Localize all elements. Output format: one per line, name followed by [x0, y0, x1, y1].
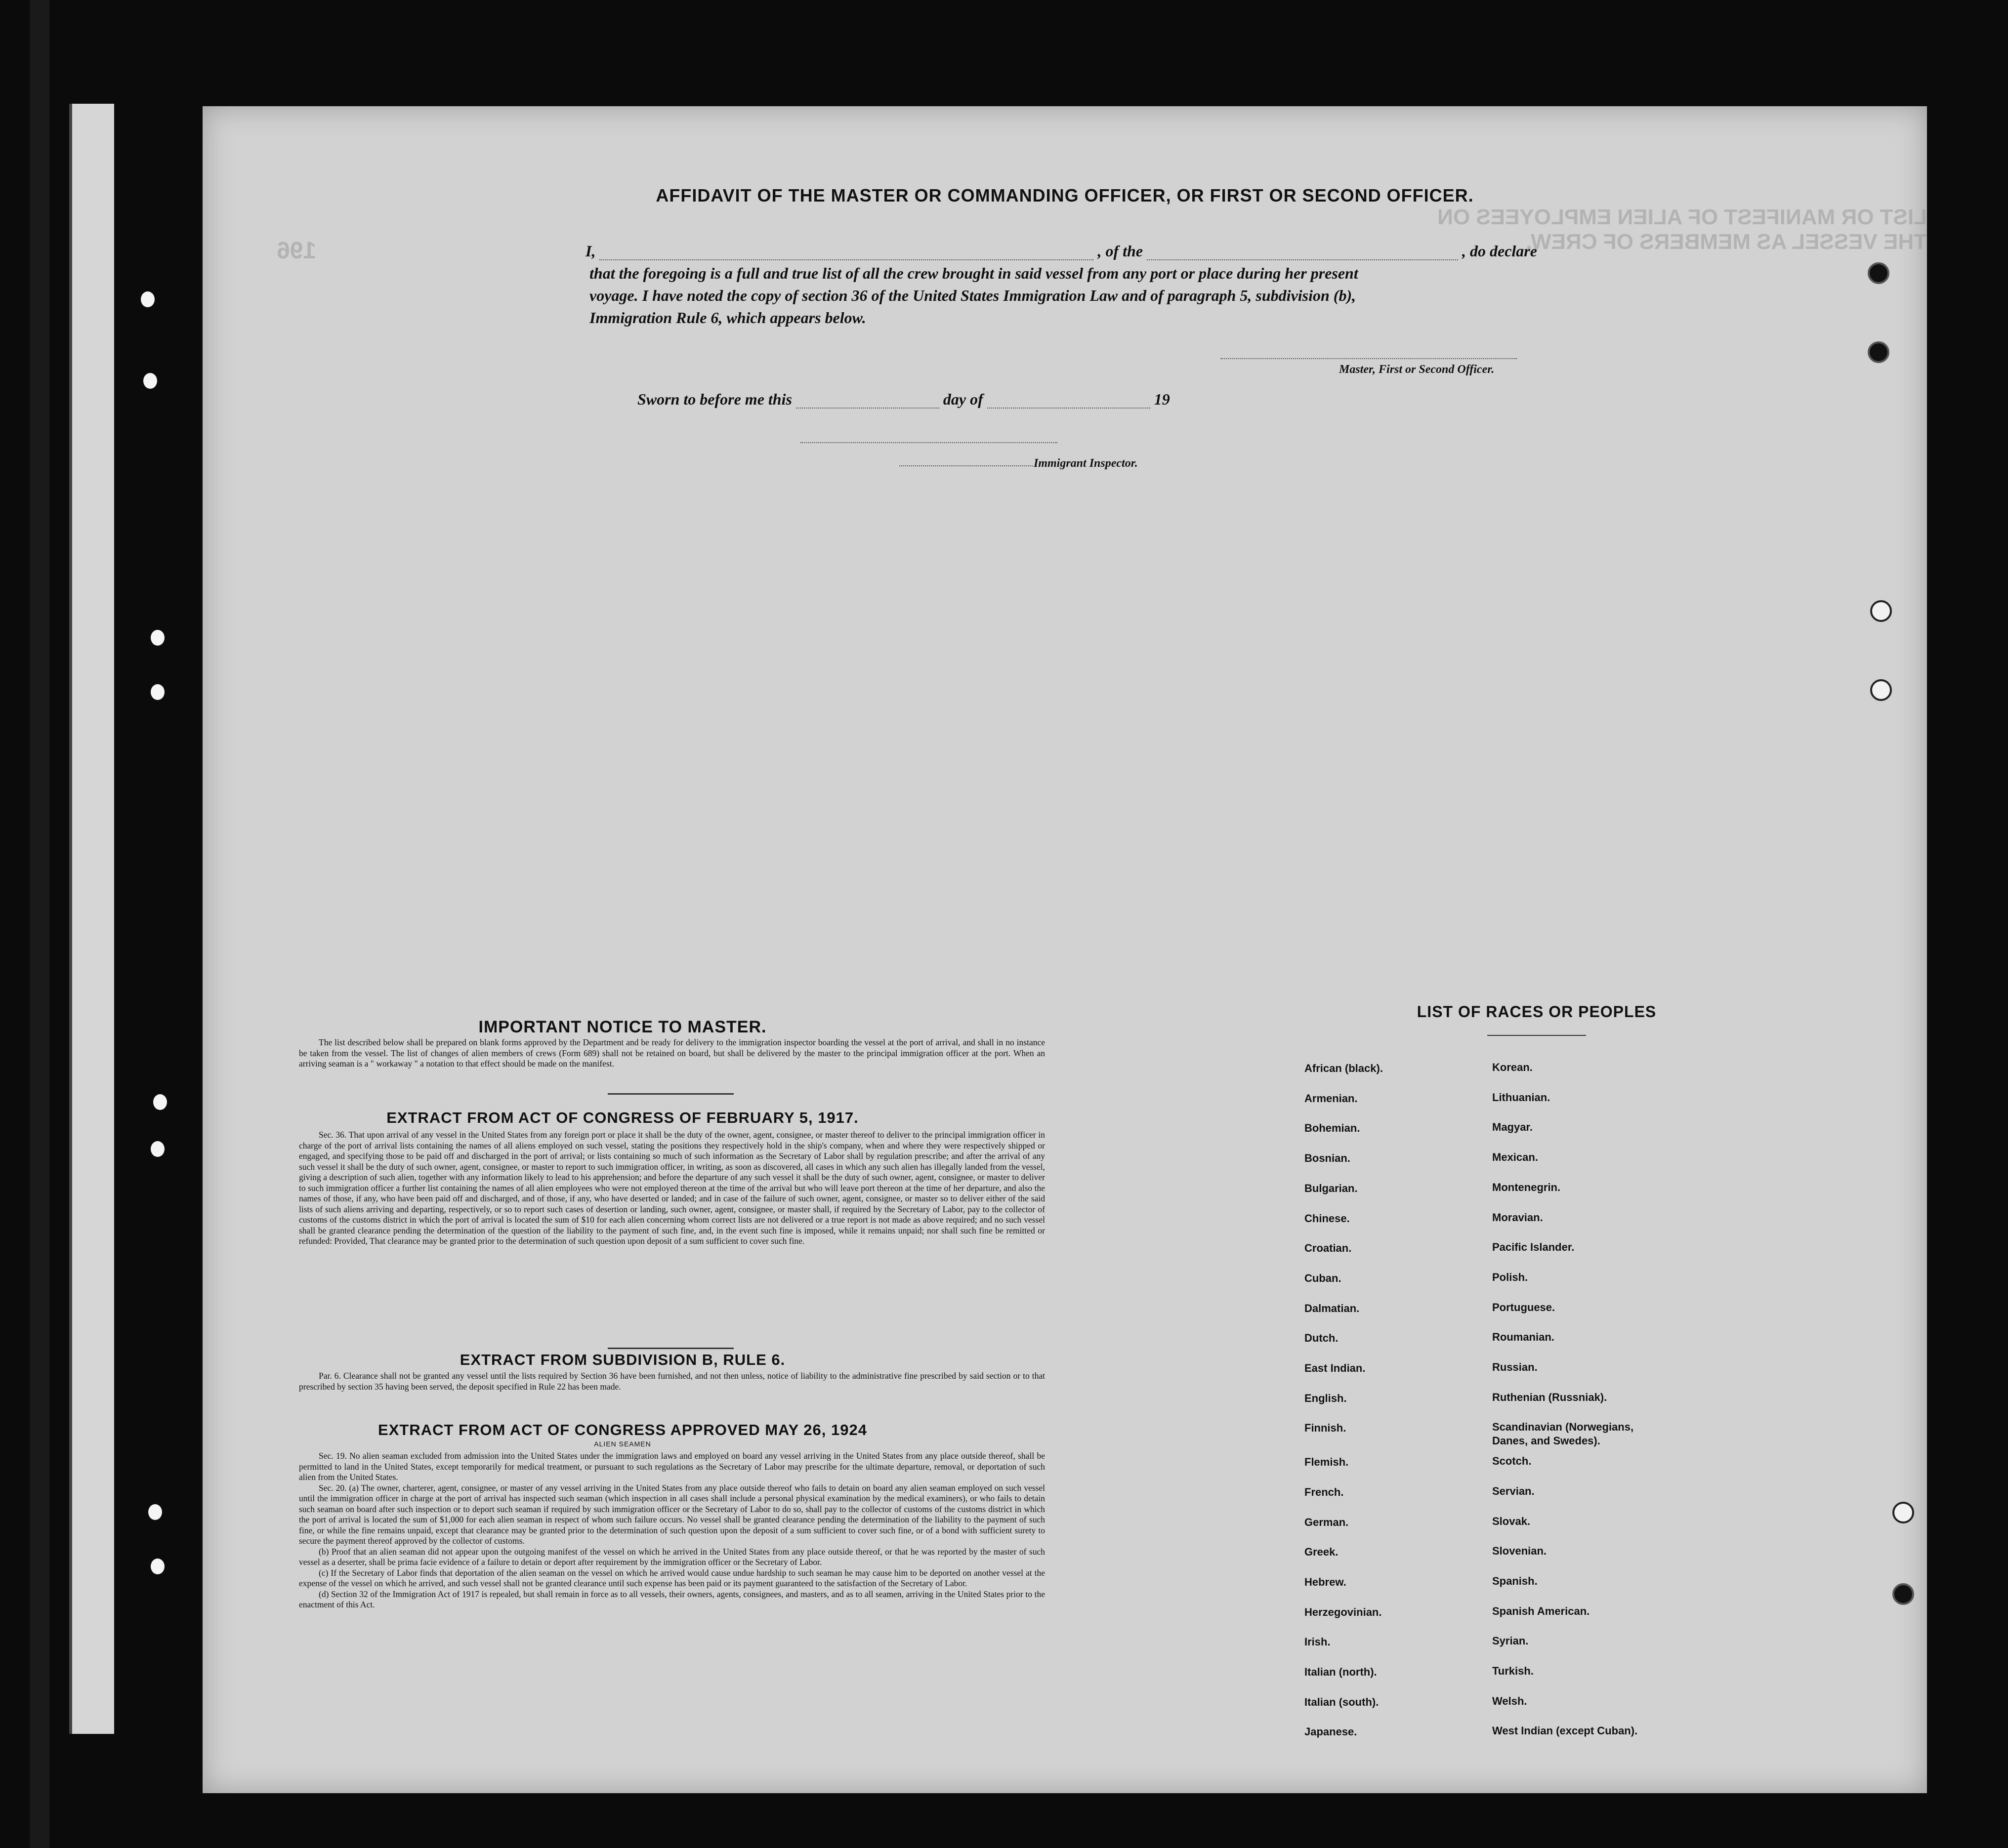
binder-edge	[30, 0, 49, 1848]
sec-20d-paragraph: (d) Section 32 of the Immigration Act of 1917 is repealed, but shall remain in force as to all vessels, their owners, agents, consignees, and masters, and as to all seamen, arriving in the United States prior to the enactment of this Act.	[299, 1589, 1045, 1609]
race-item: Moravian.	[1492, 1211, 1543, 1224]
binder-rivet	[151, 1141, 165, 1157]
punch-hole	[1892, 1583, 1914, 1605]
name-blank	[599, 259, 1093, 260]
extract-1917-text	[299, 1130, 1045, 1247]
race-item: Slovak.	[1492, 1515, 1531, 1527]
race-item: Portuguese.	[1492, 1301, 1555, 1314]
affidavit-line-4: Immigration Rule 6, which appears below.	[589, 309, 866, 327]
race-item: Roumanian.	[1492, 1331, 1554, 1344]
affidavit-of-the: , of the	[1097, 242, 1143, 260]
race-item: French.	[1304, 1485, 1344, 1498]
affidavit-line-2: that the foregoing is a full and true list of all the crew brought in said vessel from any port or place during her present	[589, 264, 1358, 282]
binder-rivet	[151, 1559, 165, 1574]
affidavit-i: I,	[586, 242, 596, 260]
race-item: East Indian.	[1304, 1362, 1366, 1374]
race-item: Greek.	[1304, 1546, 1339, 1559]
race-item: Japanese.	[1304, 1725, 1357, 1738]
binder-rivet	[148, 1504, 162, 1520]
race-item: Mexican.	[1492, 1151, 1538, 1164]
race-item: Bulgarian.	[1304, 1182, 1358, 1194]
race-item: Montenegrin.	[1492, 1181, 1561, 1193]
race-item: Servian.	[1492, 1484, 1535, 1497]
extract-1924-text	[299, 1451, 1045, 1610]
extract-1924-subtitle: ALIEN SEAMEN	[594, 1440, 651, 1448]
binder-rivet	[151, 684, 165, 700]
punch-hole	[1868, 341, 1889, 363]
race-item: Lithuanian.	[1492, 1091, 1550, 1104]
race-item: Spanish.	[1492, 1574, 1538, 1587]
master-signature-line	[1220, 358, 1517, 359]
punch-hole	[1870, 600, 1892, 622]
race-item: Cuban.	[1304, 1272, 1341, 1284]
race-item: Bosnian.	[1304, 1152, 1350, 1165]
affidavit-line-3: voyage. I have noted the copy of section 36 of the United States Immigration Law and of paragraph 5, subdivision (b),	[589, 287, 1356, 304]
notice-text	[299, 1037, 1045, 1069]
document-page	[203, 106, 1927, 1793]
extract-rule6-text	[299, 1371, 1045, 1392]
race-item: Irish.	[1304, 1636, 1331, 1648]
race-item: Italian (south).	[1304, 1695, 1379, 1708]
race-item: Korean.	[1492, 1061, 1533, 1073]
sworn-day-of: day of	[943, 390, 983, 408]
races-title-rule	[1487, 1035, 1586, 1036]
affidavit-title: AFFIDAVIT OF THE MASTER OR COMMANDING OFFICER, OR FIRST OR SECOND OFFICER.	[656, 185, 1474, 205]
race-item: Croatian.	[1304, 1242, 1352, 1255]
binder-rivet	[151, 630, 165, 646]
affidavit-line-1	[586, 242, 1771, 260]
master-label: Master, First or Second Officer.	[1339, 363, 1495, 376]
sec-20b-paragraph: (b) Proof that an alien seaman did not appear upon the outgoing manifest of the vessel on which he arrived in the United States from any place outside thereof, or that he was reported by the master of such vessel as a deserter, shall be prima facie evidence of a failure to detain or deport after requirement by the immigration officer or the Secretary of Labor.	[299, 1546, 1045, 1567]
vessel-blank	[1147, 259, 1458, 260]
race-item: Bohemian.	[1304, 1122, 1360, 1135]
sec-19-paragraph: Sec. 19. No alien seaman excluded from admission into the United States under the immigration laws and employed on board any vessel arriving in the United States from any place outside thereof, shall be permitted to land in the United States, except temporarily for medical treatment, or pursuant to such regulations as the Secretary of Labor may prescribe for the ultimate departure, removal, or deportation of such alien from the United States.	[299, 1451, 1045, 1482]
inspector-signature-line	[800, 442, 1057, 443]
race-item: Dutch.	[1304, 1332, 1339, 1345]
punch-hole	[1868, 262, 1889, 284]
binder-rivet	[153, 1094, 167, 1110]
binder-strip	[69, 104, 114, 1734]
race-item: English.	[1304, 1392, 1347, 1404]
race-item: Welsh.	[1492, 1694, 1527, 1707]
extract-1917-title: EXTRACT FROM ACT OF CONGRESS OF FEBRUARY 5, 1917.	[386, 1109, 859, 1126]
bleed-through-mark: LIST OR MANIFEST OF ALIEN EMPLOYEES ON THE VESSEL AS MEMBERS OF CREW.	[1437, 205, 1927, 254]
race-item: African (black).	[1304, 1062, 1383, 1074]
sworn-day-blank	[796, 408, 939, 409]
race-item: Magyar.	[1492, 1121, 1533, 1134]
race-item: Flemish.	[1304, 1456, 1349, 1469]
race-item: Syrian.	[1492, 1635, 1529, 1647]
section-divider	[608, 1348, 734, 1349]
race-item: Hebrew.	[1304, 1575, 1346, 1588]
race-item: Finnish.	[1304, 1422, 1346, 1435]
race-item: West Indian (except Cuban).	[1492, 1725, 1638, 1737]
race-item: Ruthenian (Russniak).	[1492, 1391, 1607, 1403]
race-item: Herzegovinian.	[1304, 1605, 1382, 1618]
races-title: LIST OF RACES OR PEOPLES	[1417, 1003, 1657, 1021]
race-item: Dalmatian.	[1304, 1302, 1360, 1314]
race-item: Turkish.	[1492, 1665, 1534, 1677]
punch-hole	[1892, 1502, 1914, 1523]
notice-paragraph: The list described below shall be prepared on blank forms approved by the Department and be ready for delivery to the immigration inspector boarding the vessel at the port of arrival, and shall in no instance be taken from the vessel. The list of changes of alien members of crews (Form 689) shall not be retained on board, but shall be delivered by the master to the principal immigration officer at the port. When an arriving seaman is a " workaway " a notation to that effect should be made on the manifest.	[299, 1037, 1045, 1068]
race-item: Scotch.	[1492, 1455, 1532, 1468]
race-item: Spanish American.	[1492, 1604, 1590, 1617]
sec-20a-paragraph: Sec. 20. (a) The owner, charterer, agent, consignee, or master of any vessel arriving in the United States from any place outside thereof who fails to detain on board any alien seaman employed on such vessel until the immigration officer in charge at the port of arrival has inspected such seaman (which inspection in all cases shall include a personal physical examination by the medical examiners), or who fails to detain such seaman on board after such inspection or to deport such seaman if required by such immigration officer or the Secretary of Labor to do so, shall pay to the collector of customs of the customs district in which the port of arrival is located the sum of $1,000 for each alien seaman in respect of whom such failure occurs. No vessel shall be granted clearance pending the determination of the liability to the payment of such fine, or while the fine remains unpaid, except that clearance may be granted prior to the determination of such question upon the deposit of a sum sufficient to cover such fine, or of a bond with sufficient surety to secure the payment thereof approved by the collector of customs.	[299, 1482, 1045, 1546]
inspector-label: Immigrant Inspector.	[1034, 457, 1138, 470]
race-item: German.	[1304, 1516, 1349, 1528]
rule6-paragraph: Par. 6. Clearance shall not be granted any vessel until the lists required by Section 36 have been furnished, and not then unless, notice of liability to the administrative fine prescribed by said section or to that prescribed by section 35 having been served, the deposit specified in Rule 22 has been made.	[299, 1371, 1045, 1392]
extract-rule6-title: EXTRACT FROM SUBDIVISION B, RULE 6.	[460, 1351, 786, 1368]
section-36-paragraph: Sec. 36. That upon arrival of any vessel in the United States from any foreign port or place it shall be the duty of the owner, agent, consignee, or master thereof to deliver to the principal immigration officer in charge of the port of arrival lists containing the names of all aliens employed on such vessel, stating the positions they respectively hold in the ship's company, when and where they were respectively shipped or engaged, and specifying those to be paid off and discharged in the port of arrival; or lists containing so much of such information as the Secretary of Labor shall by regulation prescribe; and after the arrival of any such vessel it shall be the duty of such owner, agent, consignee, or master to report to such immigration officer, in writing, as soon as discovered, all cases in which any such alien has illegally landed from the vessel, giving a description of such alien, together with any information likely to lead to his apprehension; and before the departure of any such vessel it shall be the duty of such owner, agent, consignee, or master to deliver to such immigration officer a further list containing the names of all alien employees who were not employed thereon at the time of the arrival but who will leave port thereon at the time of her departure, and also the names of those, if any, who have been paid off and discharged, and of those, if any, who have deserted or landed; and in case of the failure of such owner, agent, consignee, or master so to deliver either of the said lists of such aliens arriving and departing, respectively, or so to report such cases of desertion or landing, such owner, agent, consignee, or master shall, if required by the Secretary of Labor, pay to the collector of customs of the customs district in which the port of arrival is located the sum of $10 for each alien concerning whom correct lists are not delivered or a true report is not made as above required; and no such vessel shall be granted clearance pending the determination of the question of the liability to the payment of such fine, and, in the event such fine is imposed, while it remains unpaid; nor shall such fine be remitted or refunded: Provided, That clearance may be granted prior to the determination of such question upon deposit of a sum sufficient to cover such fine.	[299, 1130, 1045, 1246]
race-item: Armenian.	[1304, 1092, 1358, 1105]
punch-hole	[1870, 679, 1892, 701]
notice-title: IMPORTANT NOTICE TO MASTER.	[478, 1018, 767, 1036]
affidavit-do-declare: , do declare	[1462, 242, 1537, 260]
race-item: Italian (north).	[1304, 1666, 1377, 1678]
sec-20c-paragraph: (c) If the Secretary of Labor finds that deportation of the alien seaman on the vessel on which he arrived would cause undue hardship to such seaman he may cause him to be deported on another vessel at the expense of the vessel on which he arrived, and such vessel shall not be granted clearance until such expense has been paid or its payment guaranteed to the satisfaction of the Secretary of Labor.	[299, 1567, 1045, 1588]
race-item: Russian.	[1492, 1361, 1538, 1373]
binder-rivet	[143, 373, 157, 389]
inspector-signature-line-2	[899, 465, 1033, 466]
race-item: Scandinavian (Norwegians, Danes, and Swedes).	[1492, 1421, 1634, 1447]
extract-1924-title: EXTRACT FROM ACT OF CONGRESS APPROVED MAY 26, 1924	[378, 1421, 867, 1438]
race-item: Polish.	[1492, 1271, 1528, 1283]
race-item: Slovenian.	[1492, 1545, 1547, 1558]
sworn-month-blank	[987, 408, 1150, 409]
binder-rivet	[141, 291, 155, 307]
bleed-through-mark: 196	[277, 238, 317, 264]
section-divider	[608, 1093, 734, 1095]
race-item: Pacific Islander.	[1492, 1241, 1575, 1254]
sworn-year: 19	[1154, 390, 1170, 408]
sworn-prefix: Sworn to before me this	[637, 390, 792, 408]
race-item: Chinese.	[1304, 1212, 1350, 1225]
sworn-line	[637, 390, 1170, 409]
